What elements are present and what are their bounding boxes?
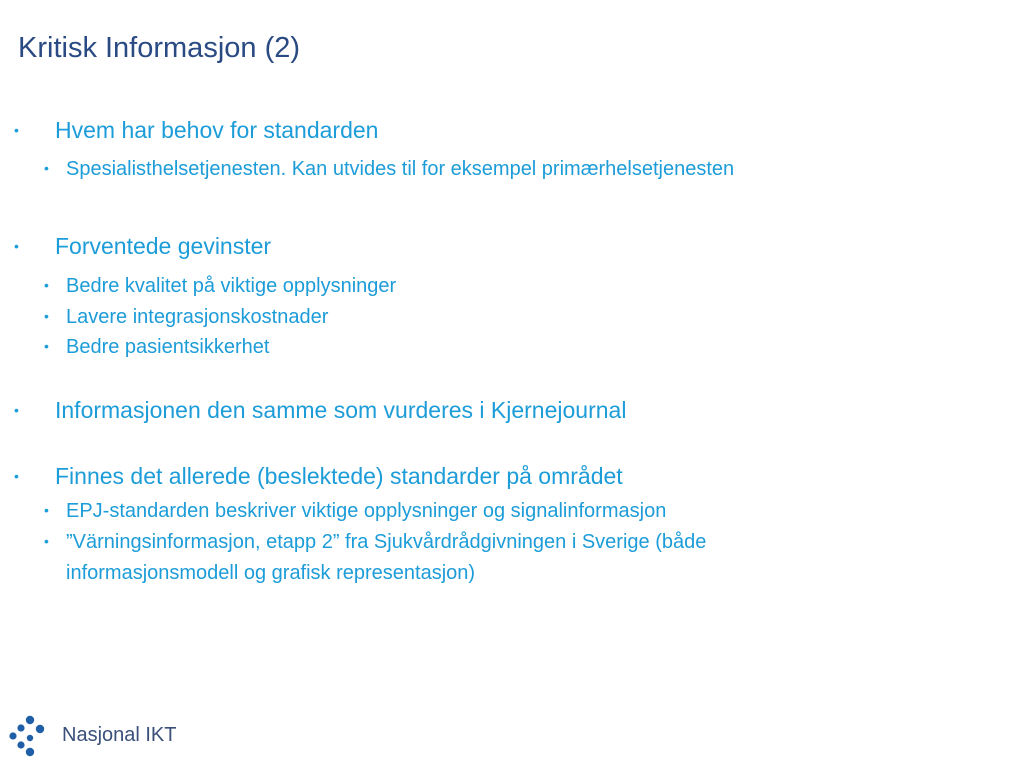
list-item-text: Lavere integrasjonskostnader <box>66 306 329 328</box>
bullet: • <box>44 160 49 176</box>
list-item-text: EPJ-standarden beskriver viktige opplysninger og signalinformasjon <box>66 500 667 522</box>
bullet: • <box>44 308 49 324</box>
list-item-text: informasjonsmodell og grafisk representasjon) <box>66 562 476 584</box>
logo-text: Nasjonal IKT <box>62 724 177 746</box>
slide-title: Kritisk Informasjon (2) <box>18 32 301 64</box>
list-item-text: Bedre kvalitet på viktige opplysninger <box>66 275 397 297</box>
section-heading-text: Informasjonen den samme som vurderes i Kjernejournal <box>55 397 627 423</box>
section-heading-text: Finnes det allerede (beslektede) standarder på området <box>55 463 623 489</box>
bullet: • <box>14 402 19 418</box>
section-heading-text: Forventede gevinster <box>55 233 272 259</box>
bullet: • <box>14 238 19 254</box>
bullet: • <box>44 338 49 354</box>
bullet: • <box>44 502 49 518</box>
list-item-text: Bedre pasientsikkerhet <box>66 336 270 358</box>
list-item-text: Spesialisthelsetjenesten. Kan utvides til for eksempel primærhelsetjenesten <box>66 158 735 180</box>
bullet: • <box>44 533 49 549</box>
list-item-text: ”Värningsinformasjon, etapp 2” fra Sjukvårdrådgivningen i Sverige (både <box>66 531 707 553</box>
dot-cross-logo-icon <box>9 715 55 757</box>
bullet: • <box>14 468 19 484</box>
bullet: • <box>44 277 49 293</box>
bullet: • <box>14 122 19 138</box>
section-heading-text: Hvem har behov for standarden <box>55 117 379 143</box>
